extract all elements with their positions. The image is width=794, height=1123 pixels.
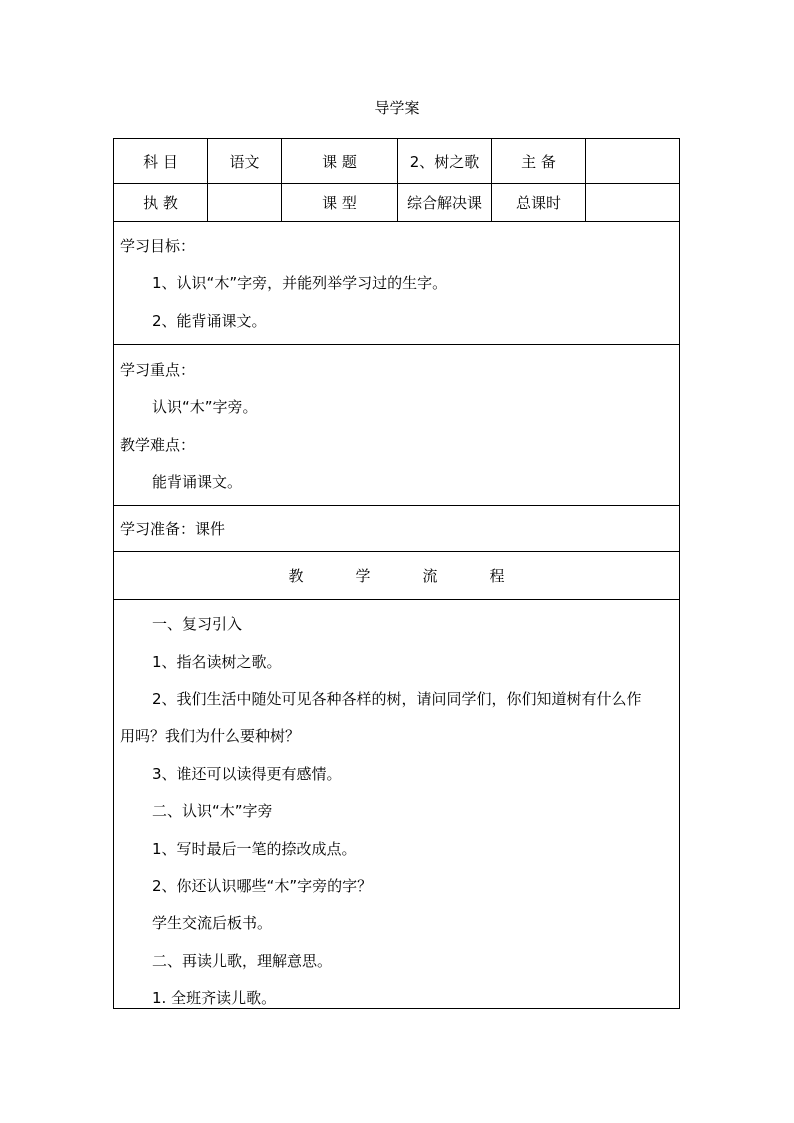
lesson-table <box>113 138 680 1009</box>
focus-text: 认识“木”字旁。 <box>152 398 258 416</box>
page-title: 导学案 <box>374 99 420 117</box>
learning-goal-item: 1、认识“木”字旁，并能列举学习过的生字。 <box>152 274 448 292</box>
preparation-section <box>114 506 679 552</box>
flow-line: 二、再读儿歌，理解意思。 <box>152 952 333 970</box>
flow-line: 二、认识“木”字旁 <box>152 802 273 820</box>
lead-preparer-value <box>586 139 681 183</box>
flow-line: 2、你还认识哪些“木”字旁的字？ <box>152 877 373 895</box>
learning-goal-item: 2、能背诵课文。 <box>152 312 267 330</box>
focus-section <box>114 345 679 506</box>
flow-line: 3、谁还可以读得更有感情。 <box>152 765 342 783</box>
teaching-flow-title: 教 学 流 程 <box>288 567 505 585</box>
preparation-text: 学习准备：课件 <box>120 520 226 538</box>
subject-label: 科 目 <box>114 139 208 183</box>
flow-line: 2、我们生活中随处可见各种各样的树，请问同学们，你们知道树有什么作 <box>152 690 642 708</box>
flow-line: 1、写时最后一笔的捺改成点。 <box>152 840 357 858</box>
teacher-value <box>208 184 282 221</box>
flow-line: 学生交流后板书。 <box>152 914 273 932</box>
total-hours-value <box>586 184 681 221</box>
lesson-type-value: 综合解决课 <box>398 184 492 221</box>
lead-preparer-label: 主 备 <box>492 139 586 183</box>
flow-line: 1、指名读树之歌。 <box>152 653 282 671</box>
header-row-1 <box>114 139 679 184</box>
total-hours-label: 总课时 <box>492 184 586 221</box>
difficulty-text: 能背诵课文。 <box>152 473 243 491</box>
teacher-label: 执 教 <box>114 184 208 221</box>
teaching-flow-title-row <box>114 552 679 600</box>
learning-goals-section <box>114 222 679 345</box>
lesson-type-label: 课 型 <box>282 184 398 221</box>
focus-heading: 学习重点： <box>120 361 196 379</box>
topic-value: 2、树之歌 <box>398 139 492 183</box>
subject-value: 语文 <box>208 139 282 183</box>
flow-line: 用吗？我们为什么要种树？ <box>120 727 301 745</box>
flow-line: 1. 全班齐读儿歌。 <box>152 989 277 1007</box>
difficulty-heading: 教学难点： <box>120 436 196 454</box>
teaching-flow-section <box>114 600 679 1010</box>
header-row-2 <box>114 184 679 222</box>
topic-label: 课 题 <box>282 139 398 183</box>
learning-goals-heading: 学习目标： <box>120 237 196 255</box>
flow-line: 一、复习引入 <box>152 615 243 633</box>
